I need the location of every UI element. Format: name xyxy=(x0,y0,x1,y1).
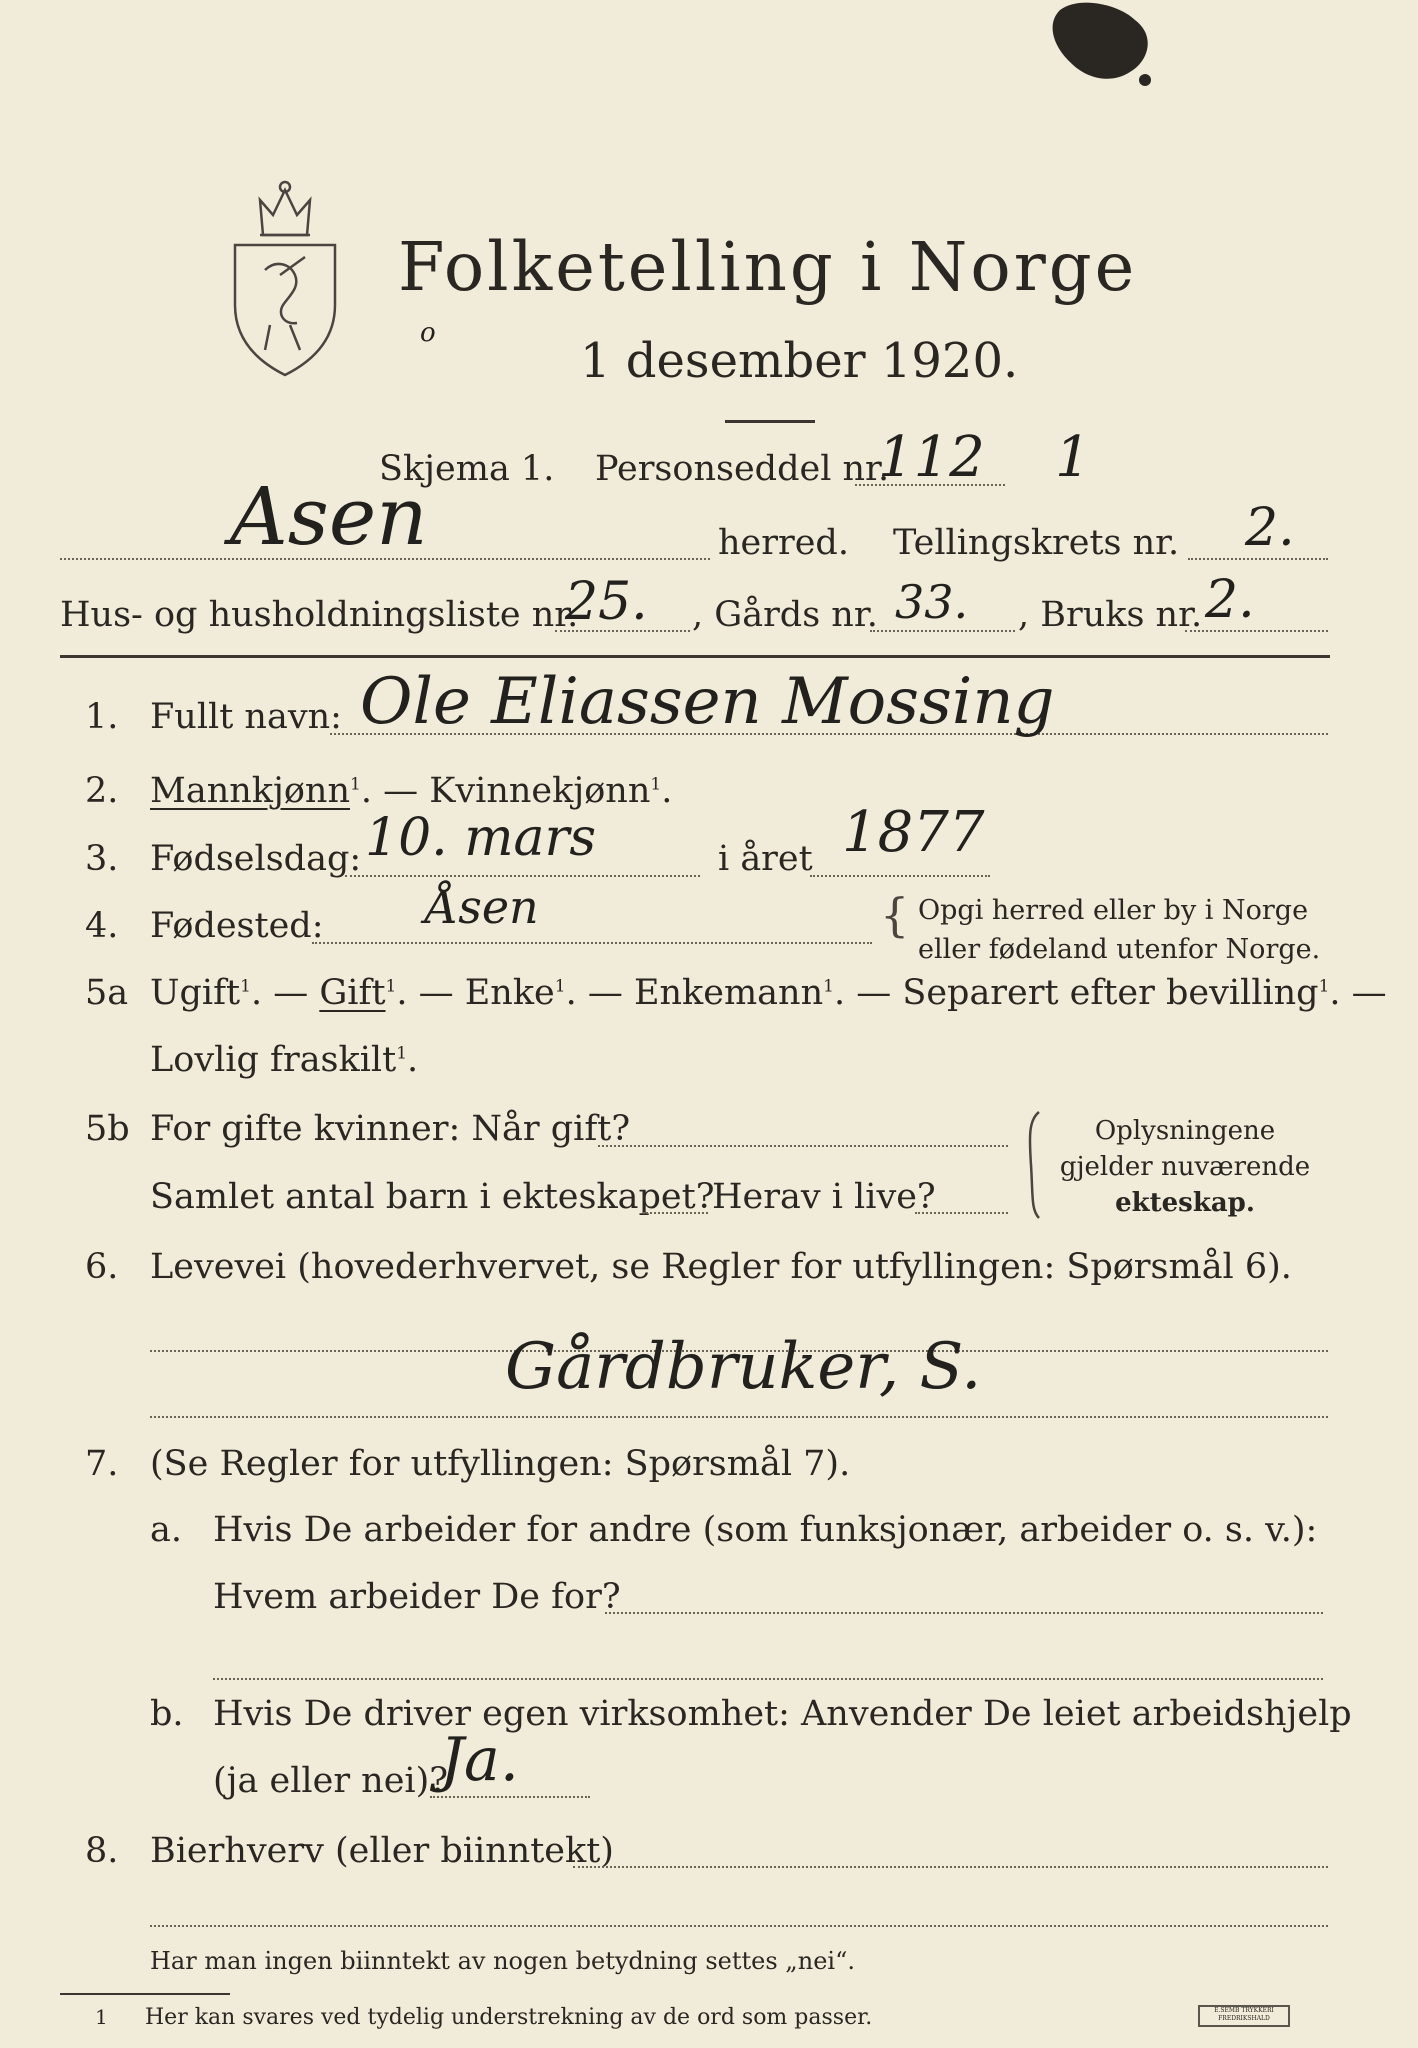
q7a-letter: a. xyxy=(150,1510,182,1550)
personseddel-mark: 1 xyxy=(1055,425,1091,490)
bruks-value: 2. xyxy=(1205,570,1255,630)
gards-value: 33. xyxy=(895,575,969,629)
kvinnekjonn-option: Kvinnekjønn xyxy=(429,771,651,811)
q7a-text: Hvis De arbeider for andre (som funksjonær, arbeider o. s. v.): xyxy=(213,1510,1318,1550)
footnote-text: Her kan svares ved tydelig understrekning av de ord som passer. xyxy=(145,2005,873,2030)
fodselsdag-label: Fødselsdag: xyxy=(150,839,362,879)
note-line-1: Oplysningene xyxy=(1094,1116,1276,1146)
fodested-brace: { xyxy=(880,888,910,942)
q7b-text: Hvis De driver egen virksomhet: Anvender De leiet arbeidshjelp xyxy=(213,1694,1352,1734)
q7b-letter: b. xyxy=(150,1694,184,1734)
personseddel-value: 112 xyxy=(878,425,985,490)
q7a-text-2: Hvem arbeider De for? xyxy=(213,1577,621,1617)
fodested-label: Fødested: xyxy=(150,906,324,946)
fullt-navn-value: Ole Eliassen Mossing xyxy=(360,665,1055,739)
ink-blot xyxy=(1040,0,1170,90)
fodested-value: Åsen xyxy=(425,880,539,934)
aret-label: i året xyxy=(718,839,813,879)
herred-label: herred. xyxy=(718,523,849,563)
circle-mark: o xyxy=(420,318,436,348)
form-title: Folketelling i Norge xyxy=(398,228,1138,306)
q7-label: (Se Regler for utfyllingen: Spørsmål 7). xyxy=(150,1444,851,1484)
enkemann-option: Enkemann xyxy=(633,973,824,1013)
enke-option: Enke xyxy=(464,973,555,1013)
q7b-text-2: (ja eller nei)? xyxy=(213,1761,449,1801)
herred-value: Asen xyxy=(230,470,428,563)
footnote-number: 1 xyxy=(95,2005,108,2029)
gards-label: , Gårds nr. xyxy=(692,595,878,635)
lovlig-fraskilt-option: Lovlig fraskilt$^1$. xyxy=(150,1040,419,1080)
herav-i-live-label: Herav i live? xyxy=(712,1177,936,1217)
note-bracket xyxy=(1025,1110,1043,1220)
fullt-navn-label: Fullt navn: xyxy=(150,697,342,737)
personseddel-label: Personseddel nr. xyxy=(595,449,890,489)
bierhverv-label: Bierhverv (eller biinntekt) xyxy=(150,1831,614,1871)
aret-value: 1877 xyxy=(842,800,985,865)
census-date: 1 desember 1920. xyxy=(580,333,1019,389)
title-divider xyxy=(725,420,815,423)
levevei-value: Gårdbruker, S. xyxy=(505,1330,982,1404)
tellingskrets-value: 2. xyxy=(1245,498,1295,558)
separert-option: Separert efter bevilling xyxy=(902,973,1319,1013)
fodested-note-2: eller fødeland utenfor Norge. xyxy=(918,934,1321,965)
nar-gift-label: For gifte kvinner: Når gift? xyxy=(150,1109,631,1149)
ugift-option: Ugift xyxy=(150,973,241,1013)
mannkjonn-option: Mannkjønn xyxy=(150,771,351,811)
q4-number: 4. xyxy=(85,906,119,946)
q7b-value: Ja. xyxy=(440,1725,519,1795)
hus-value: 25. xyxy=(565,572,648,632)
biinntekt-note: Har man ingen biinntekt av nogen betydning settes „nei“. xyxy=(150,1947,855,1975)
coat-of-arms-icon xyxy=(225,175,345,380)
q5b-number: 5b xyxy=(85,1109,130,1149)
kjonn-options: Mannkjønn$^1$. — Kvinnekjønn$^1$. xyxy=(150,771,673,811)
q7-number: 7. xyxy=(85,1444,119,1484)
tellingskrets-label: Tellingskrets nr. xyxy=(893,523,1180,563)
skjema-label: Skjema 1. xyxy=(379,449,555,489)
note-line-3: ekteskap. xyxy=(1115,1188,1255,1218)
levevei-label: Levevei (hovederhvervet, se Regler for utfyllingen: Spørsmål 6). xyxy=(150,1247,1292,1287)
fodselsdag-value: 10. mars xyxy=(365,808,597,868)
q1-number: 1. xyxy=(85,697,119,737)
q8-number: 8. xyxy=(85,1831,119,1871)
q6-number: 6. xyxy=(85,1247,119,1287)
hus-label: Hus- og husholdningsliste nr. xyxy=(60,595,579,635)
header-rule xyxy=(60,655,1330,658)
sivilstand-options: Ugift$^1$. — Gift$^1$. — Enke$^1$. — Enkemann$^1$. — Separert efter bevilling$^1$. — xyxy=(150,973,1387,1013)
gift-option: Gift xyxy=(319,973,386,1013)
printer-stamp: E.SEMB TRYKKERI FREDRIKSHALD xyxy=(1198,2005,1290,2027)
q2-number: 2. xyxy=(85,771,119,811)
note-line-2: gjelder nuværende xyxy=(1059,1152,1311,1182)
fodested-note-1: Opgi herred eller by i Norge xyxy=(918,895,1309,926)
q3-number: 3. xyxy=(85,839,119,879)
q5a-number: 5a xyxy=(85,973,129,1013)
bruks-label: , Bruks nr. xyxy=(1018,595,1203,635)
antal-barn-label: Samlet antal barn i ekteskapet? xyxy=(150,1177,715,1217)
